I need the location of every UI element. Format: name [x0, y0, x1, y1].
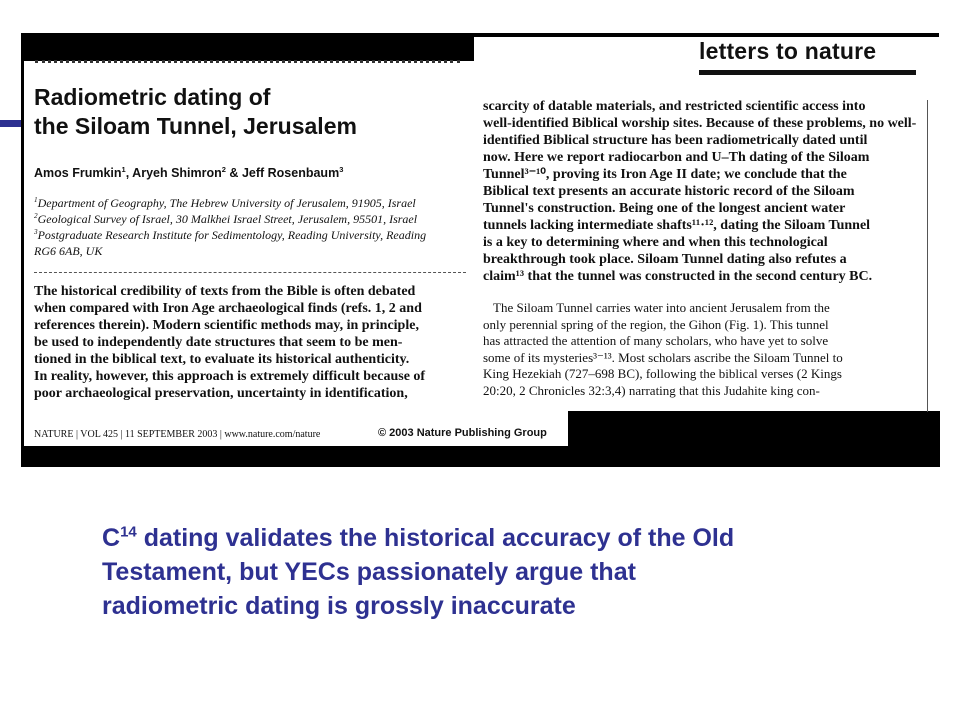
article-title [34, 83, 357, 141]
author-affiliation-number: 1 [121, 164, 126, 174]
article-black-corner [568, 411, 940, 467]
dotted-divider [35, 60, 460, 63]
text-line: 20:20, 2 Chronicles 32:3,4) narrating that this Judahite king con- [483, 382, 820, 398]
caption-line-2: Testament, but YECs passionately argue that [102, 558, 636, 586]
caption-carbon-symbol: C [102, 524, 121, 552]
copyright-notice: © 2003 Nature Publishing Group [378, 427, 547, 439]
text-line: is a key to determining where and when this technological [483, 235, 828, 250]
article-title-line-2: the Siloam Tunnel, Jerusalem [34, 113, 357, 139]
text-line: breakthrough took place. Siloam Tunnel dating also refutes a [483, 252, 847, 267]
affiliation-line: $^1$Department of Geography, The Hebrew University of Jerusalem, 91905, Israel [34, 196, 416, 210]
text-line: identified Biblical structure has been radiometrically dated until [483, 133, 868, 148]
author-affiliation-number: 2 [221, 164, 226, 174]
slide-accent-bar [0, 120, 21, 127]
journal-citation-line: NATURE | VOL 425 | 11 SEPTEMBER 2003 | www.nature.com/nature [34, 429, 321, 440]
text-line: Tunnel³⁻¹⁰, proving its Iron Age II date; we conclude that the [483, 167, 847, 182]
text-line: when compared with Iron Age archaeological finds (refs. 1, 2 and [34, 301, 422, 316]
text-line: King Hezekiah (727–698 BC), following the biblical verses (2 Kings [483, 366, 842, 381]
affiliation-list [34, 195, 468, 259]
text-line: references therein). Modern scientific methods may, in principle, [34, 318, 419, 333]
author-affiliation-number: 3 [339, 164, 344, 174]
text-line: now. Here we report radiocarbon and U–Th dating of the Siloam [483, 150, 870, 165]
author-separator: , [125, 166, 133, 180]
text-line: be used to independently date structures that seem to be men- [34, 335, 403, 350]
caption-line-1 [102, 521, 932, 555]
text-line: claim¹³ that the tunnel was constructed in the second century BC. [483, 269, 873, 284]
author-separator: & [225, 166, 242, 180]
text-line: well-identified Biblical worship sites. Because of these problems, no well- [483, 116, 917, 131]
author-list [34, 166, 343, 180]
text-line: poor archaeological preservation, uncertainty in identification, [34, 386, 408, 401]
text-line: In reality, however, this approach is extremely difficult because of [34, 369, 426, 384]
author-name: Amos Frumkin [34, 166, 122, 180]
caption-line-1-text: dating validates the historical accuracy of the Old [136, 524, 735, 552]
text-line: tunnels lacking intermediate shafts¹¹·¹², dating the Siloam Tunnel [483, 218, 871, 233]
abstract-right-column [483, 98, 917, 285]
abstract-left-column [34, 283, 468, 402]
affiliation-line: $^2$Geological Survey of Israel, 30 Malkhei Israel Street, Jerusalem, 95501, Israel [34, 212, 418, 226]
abstract-divider [34, 272, 466, 273]
article-title-line-1: Radiometric dating of [34, 84, 271, 110]
affiliation-line: $^3$Postgraduate Research Institute for Sedimentology, Reading University, Reading [34, 228, 427, 242]
body-text-column [483, 300, 917, 399]
text-line: The historical credibility of texts from the Bible is often debated [34, 284, 416, 299]
caption-isotope-superscript: 14 [120, 523, 137, 541]
text-line: some of its mysteries³⁻¹³. Most scholars ascribe the Siloam Tunnel to [483, 349, 843, 365]
caption-line-3: radiometric dating is grossly inaccurate [102, 592, 576, 620]
author-name: Jeff Rosenbaum [241, 166, 340, 180]
journal-section-heading: letters to nature [699, 38, 877, 64]
text-line: scarcity of datable materials, and restricted scientific access into [483, 99, 866, 114]
text-line: The Siloam Tunnel carries water into ancient Jerusalem from the [493, 300, 830, 315]
affiliation-line: RG6 6AB, UK [34, 244, 103, 258]
text-line: only perennial spring of the region, the Gihon (Fig. 1). This tunnel [483, 316, 829, 332]
text-line: Biblical text presents an accurate historic record of the Siloam [483, 184, 855, 199]
journal-section-rule [699, 70, 916, 75]
slide-caption [102, 521, 932, 623]
text-line: tioned in the biblical text, to evaluate its historical authenticity. [34, 352, 410, 367]
author-name: Aryeh Shimron [132, 166, 222, 180]
text-line: has attracted the attention of many scholars, who have yet to solve [483, 333, 829, 348]
text-line: Tunnel's construction. Being one of the longest ancient water [483, 201, 846, 216]
column-edge-rule [927, 100, 928, 412]
